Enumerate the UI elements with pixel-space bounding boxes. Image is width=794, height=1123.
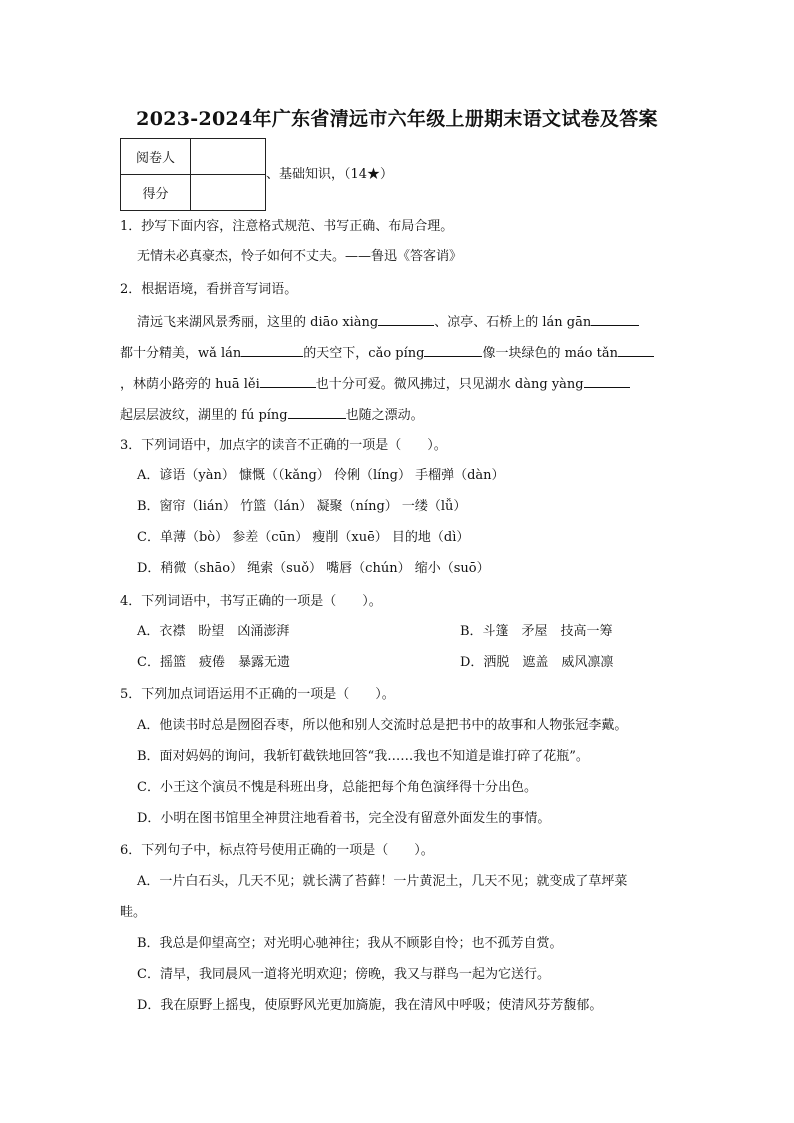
q2-stem: 2．根据语境，看拼音写词语。 <box>120 282 298 297</box>
grader-label: 阅卷人 <box>121 139 191 175</box>
q4-stem: 4．下列词语中，书写正确的一项是（ ）。 <box>120 594 382 609</box>
q4-option-b: B．斗篷 矛屋 技高一筹 <box>460 624 613 639</box>
answer-blank[interactable] <box>241 343 303 357</box>
q2-text: 像一块绿色的 máo tǎn <box>482 346 618 361</box>
q2-text: 也随之漂动。 <box>345 408 424 423</box>
q6-option-b: B．我总是仰望高空；对光明心驰神往；我从不顾影自怜；也不孤芳自赏。 <box>137 936 563 951</box>
q4-option-d: D．洒脱 遮盖 威风凛凛 <box>460 655 614 670</box>
q2-text: ，林荫小路旁的 huā lěi <box>120 377 260 392</box>
q2-line-3 <box>120 374 680 394</box>
q4-option-c: C．摇篮 疲倦 暴露无遗 <box>137 655 290 670</box>
q6-option-c: C．清早，我同晨风一道将光明欢迎；傍晚，我又与群鸟一起为它送行。 <box>137 967 550 982</box>
q3-option-a: A．谚语（yàn） 慷慨（（kǎng） 伶俐（líng） 手榴弹（dàn） <box>137 468 505 483</box>
q2-text: 都十分精美，wǎ lán <box>120 346 242 361</box>
grader-table <box>120 138 266 211</box>
q2-text: 的天空下，cǎo píng <box>303 346 425 361</box>
q2-text: 、凉亭、石桥上的 lán gān <box>434 315 592 330</box>
q5-option-b: B．面对妈妈的询问，我斩钉截铁地回答“我……我也不知道是谁打碎了花瓶”。 <box>137 749 589 764</box>
q6-option-d: D．我在原野上摇曳，使原野风光更加旖旎，我在清风中呼吸；使清风芬芳馥郁。 <box>137 998 603 1013</box>
exam-title: 2023-2024年广东省清远市六年级上册期末语文试卷及答案 <box>136 108 658 130</box>
grader-cell[interactable] <box>191 139 266 175</box>
q5-option-a: A．他读书时总是囫囵吞枣，所以他和别人交流时总是把书中的故事和人物张冠李戴。 <box>137 718 628 733</box>
q2-text: 也十分可爱。微风拂过，只见湖水 dàng yàng <box>315 377 584 392</box>
q6-option-a: A．一片白石头，几天不见；就长满了苔藓！一片黄泥土，几天不见；就变成了草坪菜 <box>137 874 628 889</box>
q2-line-2 <box>120 343 680 363</box>
q2-line-4 <box>120 405 680 425</box>
q5-option-c: C．小王这个演员不愧是科班出身，总能把每个角色演绎得十分出色。 <box>137 780 537 795</box>
q2-text: 清远飞来湖风景秀丽，这里的 diāo xiàng <box>137 315 379 330</box>
q3-option-b: B．窗帘（lián） 竹篮（lán） 凝聚（níng） 一缕（lǚ） <box>137 499 467 514</box>
q5-stem: 5．下列加点词语运用不正确的一项是（ ）。 <box>120 687 395 702</box>
q4-option-a: A．衣襟 盼望 凶涌澎湃 <box>137 624 290 639</box>
q6-option-a-cont: 畦。 <box>120 905 147 920</box>
section-heading: 、基础知识，（14★） <box>266 167 394 182</box>
q2-text: 起层层波纹，湖里的 fú píng <box>120 408 288 423</box>
q3-option-d: D．稍微（shāo） 绳索（suǒ） 嘴唇（chún） 缩小（suō） <box>137 561 490 576</box>
q3-stem: 3．下列词语中，加点字的读音不正确的一项是（ ）。 <box>120 438 447 453</box>
q3-option-c: C．单薄（bò） 参差（cūn） 瘦削（xuē） 目的地（dì） <box>137 530 470 545</box>
score-cell[interactable] <box>191 175 266 211</box>
answer-blank[interactable] <box>591 312 639 326</box>
q1-stem: 1．抄写下面内容，注意格式规范、书写正确、布局合理。 <box>120 219 454 234</box>
answer-blank[interactable] <box>288 405 346 419</box>
score-label: 得分 <box>121 175 191 211</box>
answer-blank[interactable] <box>584 374 630 388</box>
answer-blank[interactable] <box>424 343 482 357</box>
answer-blank[interactable] <box>378 312 434 326</box>
q5-option-d: D．小明在图书馆里全神贯注地看着书，完全没有留意外面发生的事情。 <box>137 811 551 826</box>
answer-blank[interactable] <box>618 343 654 357</box>
answer-blank[interactable] <box>260 374 316 388</box>
q2-line-1 <box>137 312 697 332</box>
q6-stem: 6．下列句子中，标点符号使用正确的一项是（ ）。 <box>120 843 434 858</box>
q1-quote: 无情未必真豪杰，怜子如何不丈夫。——鲁迅《答客诮》 <box>137 249 463 264</box>
